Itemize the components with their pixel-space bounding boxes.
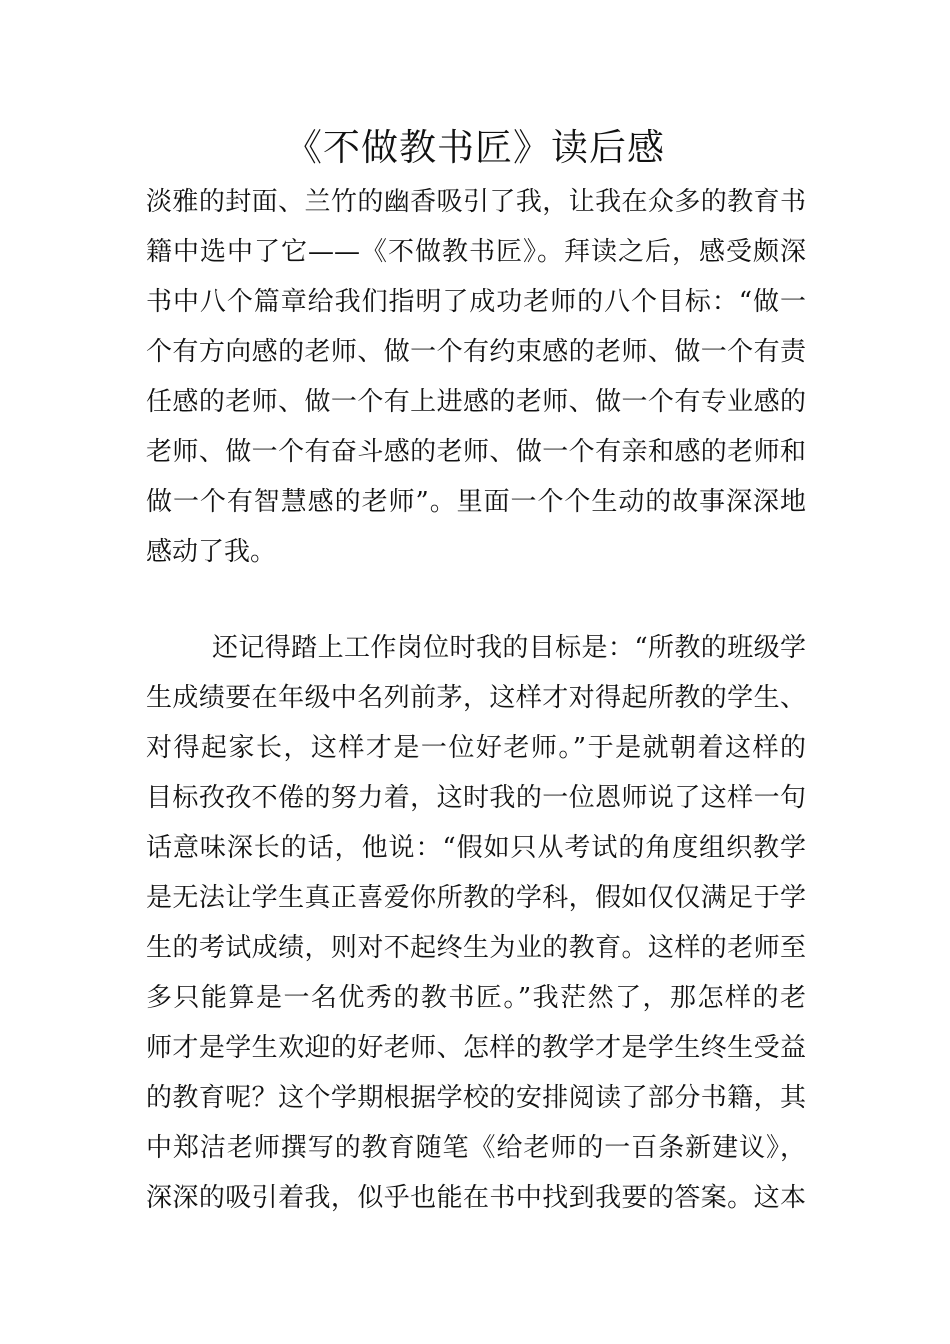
paragraph-2 <box>146 623 806 1223</box>
text-line: 书中八个篇章给我们指明了成功老师的八个目标：“做一 <box>146 287 806 317</box>
paragraph-1 <box>146 177 806 577</box>
text-line: 个有方向感的老师、做一个有约束感的老师、做一个有责 <box>146 337 806 367</box>
text-line: 还记得踏上工作岗位时我的目标是：“所教的班级学 <box>212 633 806 663</box>
text-line: 任感的老师、做一个有上进感的老师、做一个有专业感的 <box>146 387 806 417</box>
text-line: 中郑洁老师撰写的教育随笔《给老师的一百条新建议》， <box>146 1133 806 1163</box>
text-line: 生的考试成绩，则对不起终生为业的教育。这样的老师至 <box>146 933 806 963</box>
text-line: 籍中选中了它——《不做教书匠》。拜读之后，感受颇深 <box>146 237 806 267</box>
text-line: 淡雅的封面、兰竹的幽香吸引了我，让我在众多的教育书 <box>146 187 806 217</box>
text-line: 话意味深长的话，他说：“假如只从考试的角度组织教学 <box>146 833 806 863</box>
text-line: 的教育呢？这个学期根据学校的安排阅读了部分书籍，其 <box>146 1083 806 1113</box>
text-line: 师才是学生欢迎的好老师、怎样的教学才是学生终生受益 <box>146 1033 806 1063</box>
text-line: 感动了我。 <box>146 537 277 567</box>
document-title: 《不做教书匠》读后感 <box>285 126 665 169</box>
text-line: 对得起家长，这样才是一位好老师。”于是就朝着这样的 <box>146 733 806 763</box>
text-line: 是无法让学生真正喜爱你所教的学科，假如仅仅满足于学 <box>146 883 806 913</box>
text-line: 生成绩要在年级中名列前茅，这样才对得起所教的学生、 <box>146 683 806 713</box>
text-line: 老师、做一个有奋斗感的老师、做一个有亲和感的老师和 <box>146 437 806 467</box>
text-line: 深深的吸引着我，似乎也能在书中找到我要的答案。这本 <box>146 1183 806 1213</box>
text-line: 目标孜孜不倦的努力着，这时我的一位恩师说了这样一句 <box>146 783 806 813</box>
text-line: 多只能算是一名优秀的教书匠。”我茫然了，那怎样的老 <box>146 983 806 1013</box>
text-line: 做一个有智慧感的老师”。里面一个个生动的故事深深地 <box>146 487 806 517</box>
